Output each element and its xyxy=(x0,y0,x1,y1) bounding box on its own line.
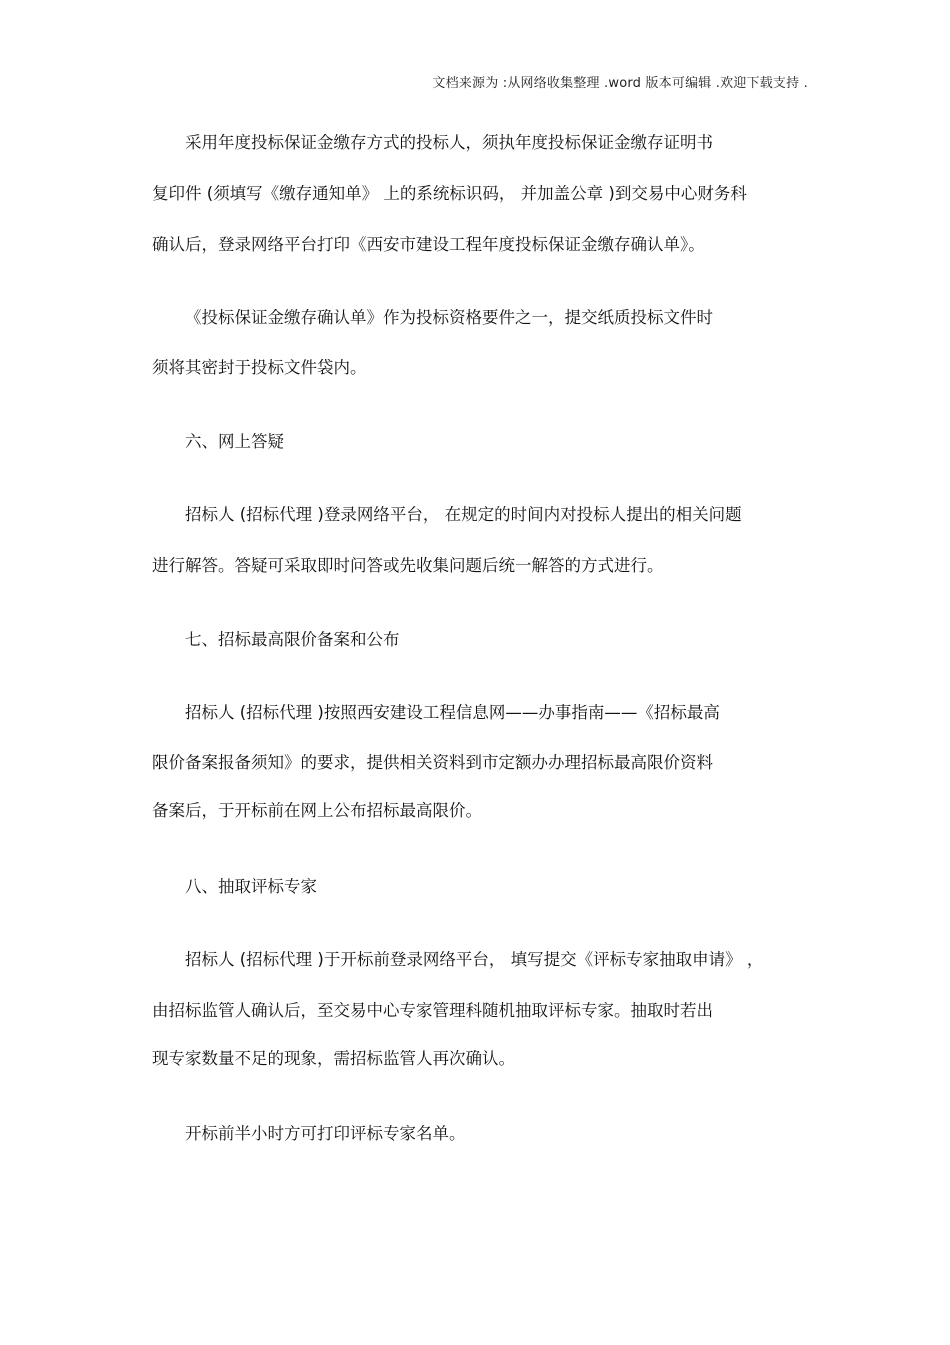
paragraph-line: 备案后，于开标前在网上公布招标最高限价。 xyxy=(152,801,482,820)
paragraph-line: 开标前半小时方可打印评标专家名单。 xyxy=(185,1124,466,1143)
paragraph-line: 复印件 (须填写《缴存通知单》 上的系统标识码， 并加盖公章 )到交易中心财务科 xyxy=(152,184,747,203)
paragraph-line: 《投标保证金缴存确认单》作为投标资格要件之一，提交纸质投标文件时 xyxy=(185,308,713,327)
paragraph-line: 由招标监管人确认后，至交易中心专家管理科随机抽取评标专家。抽取时若出 xyxy=(152,1001,713,1020)
page-header: 文档来源为 :从网络收集整理 .word 版本可编辑 .欢迎下载支持 . xyxy=(432,76,808,91)
paragraph-line: 招标人 (招标代理 )于开标前登录网络平台， 填写提交《评标专家抽取申请》 ， xyxy=(185,950,764,969)
paragraph-line: 采用年度投标保证金缴存方式的投标人，须执年度投标保证金缴存证明书 xyxy=(185,133,713,152)
paragraph-line: 进行解答。答疑可采取即时问答或先收集问题后统一解答的方式进行。 xyxy=(152,556,664,575)
section-heading: 六、网上答疑 xyxy=(185,432,284,451)
paragraph-line: 确认后，登录网络平台打印《西安市建设工程年度投标保证金缴存确认单》。 xyxy=(152,235,705,254)
paragraph-line: 须将其密封于投标文件袋内。 xyxy=(152,358,367,377)
paragraph-line: 招标人 (招标代理 )登录网络平台， 在规定的时间内对投标人提出的相关问题 xyxy=(185,505,742,524)
section-heading: 八、抽取评标专家 xyxy=(185,877,317,896)
paragraph-line: 限价备案报备须知》的要求，提供相关资料到市定额办办理招标最高限价资料 xyxy=(152,753,713,772)
paragraph-line: 现专家数量不足的现象，需招标监管人再次确认。 xyxy=(152,1049,515,1068)
paragraph-line: 招标人 (招标代理 )按照西安建设工程信息网——办事指南——《招标最高 xyxy=(185,703,720,722)
section-heading: 七、招标最高限价备案和公布 xyxy=(185,630,400,649)
